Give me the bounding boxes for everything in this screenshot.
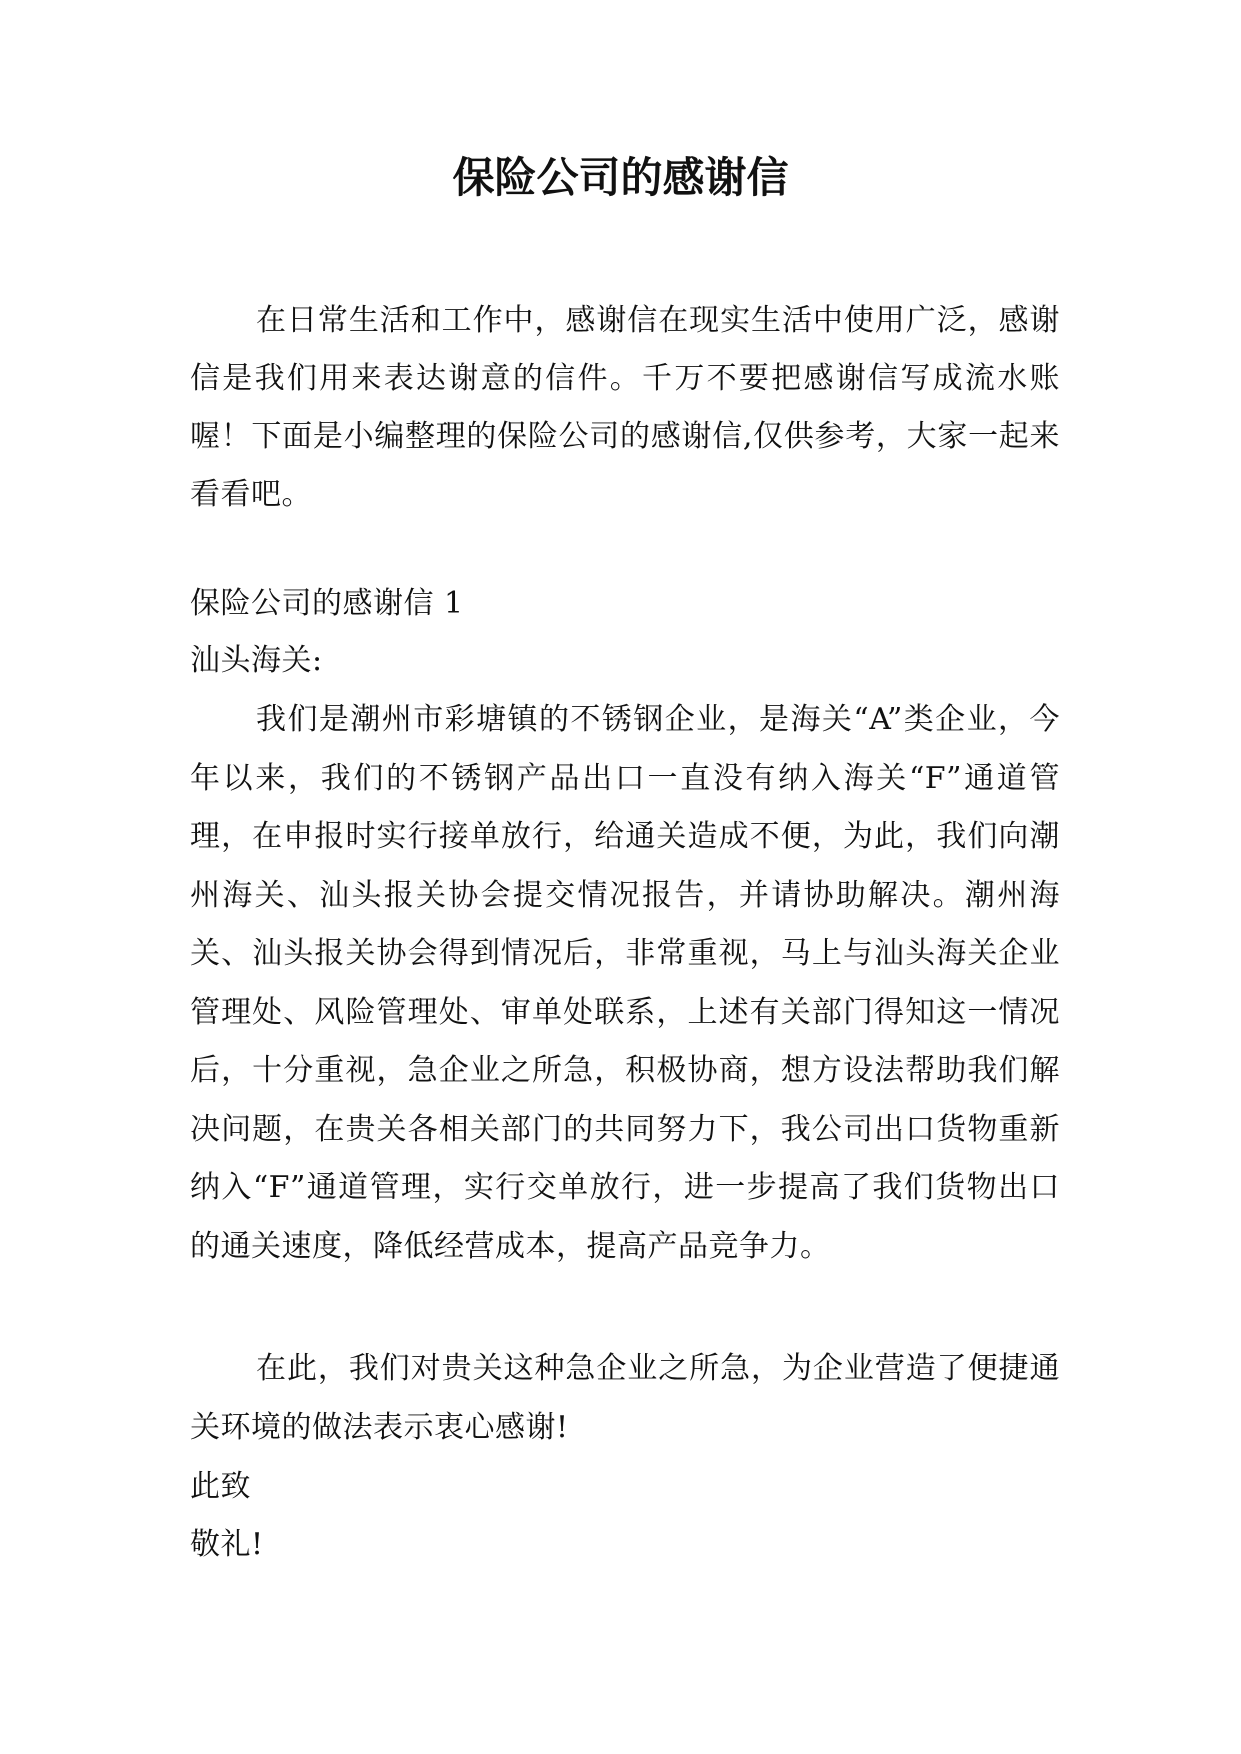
document-title: 保险公司的感谢信 [452, 153, 789, 202]
letter-closing: 敬礼! [190, 1527, 264, 1562]
letter-salutation: 汕头海关: [190, 643, 323, 678]
letter-body-paragraph: 我们是潮州市彩塘镇的不锈钢企业，是海关“A”类企业，今年以来，我们的不锈钢产品出口一直没有纳入海关“F”通道管理，在申报时实行接单放行，给通关造成不便，为此，我们向潮州海关、汕头报关协会提交情况报告，并请协助解决。潮州海关、汕头报关协会得到情况后，非常重视，马上与汕头海关企业管理处、风险管理处、审单处联系，上述有关部门得知这一情况后，十分重视，急企业之所急，积极协商，想方设法帮助我们解决问题，在贵关各相关部门的共同努力下，我公司出口货物重新纳入“F”通道管理，实行交单放行，进一步提高了我们货物出口的通关速度，降低经营成本，提高产品竞争力。 [190, 702, 1060, 1264]
letter-closing: 此致 [190, 1469, 251, 1504]
letter-body-paragraph: 在此，我们对贵关这种急企业之所急，为企业营造了便捷通关环境的做法表示衷心感谢! [190, 1351, 1060, 1445]
intro-paragraph: 在日常生活和工作中，感谢信在现实生活中使用广泛，感谢信是我们用来表达谢意的信件。千万不要把感谢信写成流水账喔！下面是小编整理的保险公司的感谢信,仅供参考，大家一起来看看吧。 [190, 303, 1060, 512]
section-heading: 保险公司的感谢信 1 [190, 586, 464, 621]
